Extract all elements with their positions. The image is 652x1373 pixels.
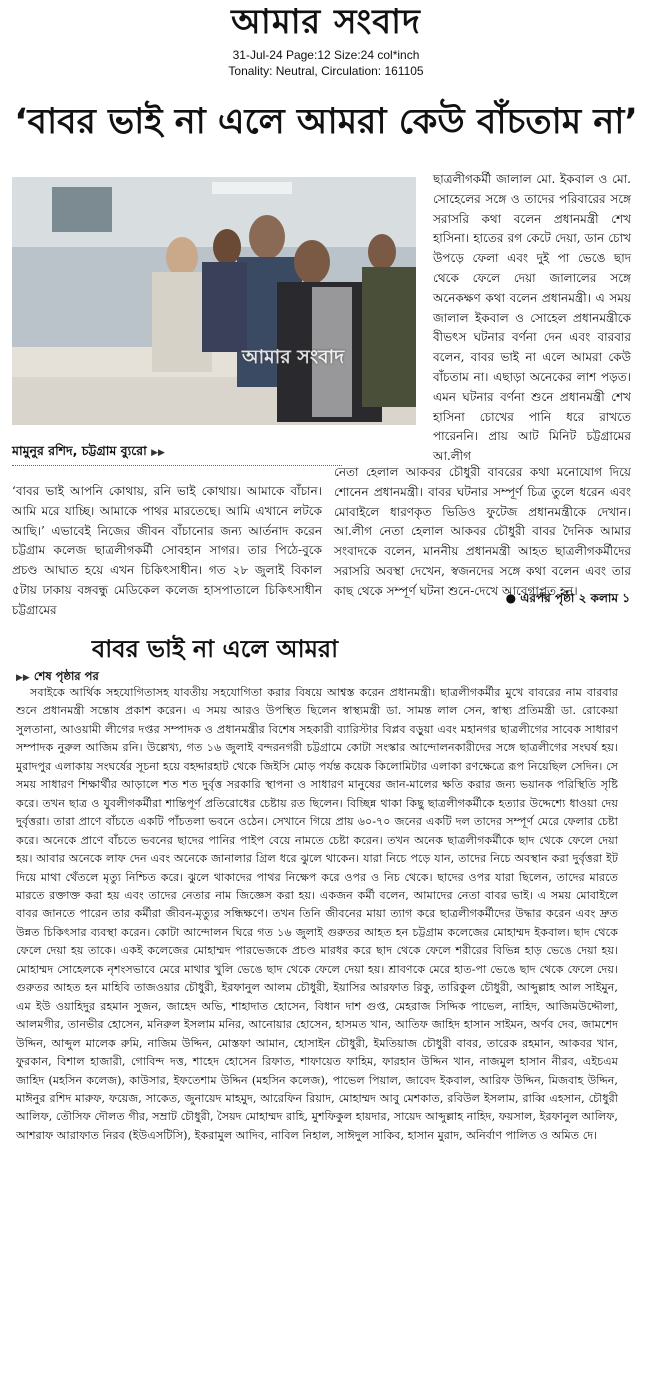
continuation-headline: বাবর ভাই না এলে আমরা [91, 635, 339, 663]
byline-text: মামুনুর রশিদ, চট্টগ্রাম ব্যুরো [12, 443, 147, 458]
article-photo [12, 177, 416, 425]
lower-right-text: নেতা হেলাল আকবর চৌধুরী বাবরের কথা মনোযোগ দিয়ে শোনেন প্রধানমন্ত্রী। বাবর ঘটনার সম্পূর্ণ চিত্র তুলে ধরেন এবং মোবাইলে ধারণকৃত ভিডিও ফুটেজ প্রধানমন্ত্রীকে দেখান। আ.লীগ নেতা হেলাল আকবর চৌধুরী বাবর দৈনিক আমার সংবাদকে বলেন, মাননীয় প্রধানমন্ত্রী আহত ছাত্রলীগকর্মীদের সরাসরি অবস্থা দেখেন, স্বজনদের সঙ্গে কথা বলেন এবং তার কাছ থেকে সম্পূর্ণ ঘটনা শুনে-দেখে আবেগাপ্লুত হন। [334, 465, 631, 598]
newspaper-masthead: আমার সংবাদ [231, 2, 421, 42]
article-right-column [433, 170, 631, 464]
subhead-arrow-icon: ▶▶ [16, 673, 30, 683]
article-left-column [12, 482, 322, 617]
continuation-body [16, 684, 618, 1145]
continued-marker: ● এরপর পৃষ্ঠা ২ কলাম ১ [505, 591, 630, 605]
left-column-text: ‘বাবর ভাই আপনি কোথায়, রনি ভাই কোথায়। আমাকে বাঁচান। আমি মরে যাচ্ছি। আমাকে পাথর মারতেছে। আমি এখানে লটকে আছি।’ এভাবেই নিজের জীবন বাঁচানোর জন্য আর্তনাদ করেন চট্টগ্রাম কলেজ ছাত্রলীগকর্মী সোবহান সাগর। তার পিঠে-বুকে প্রচণ্ড আঘাত হয়ে এখন চিকিৎসাধীন। গত ২৮ জুলাই বিকাল ৫টায় ঢাকায় বঙ্গবন্ধু মেডিকেল কলেজ হাসপাতালে চিকিৎসাধীন চট্টগ্রামের [12, 484, 322, 617]
continuation-body-text: সবাইকে আর্থিক সহযোগিতাসহ যাবতীয় সহযোগিতা করার বিষয়ে আশ্বস্ত করেন প্রধানমন্ত্রী। ছাত্রলীগকর্মীর মুখে বাবরের নাম বারবার শুনে প্রধানমন্ত্রী সন্তোষ প্রকাশ করেন। এ সময় আরও উপস্থিত ছিলেন স্বাস্থ্যমন্ত্রী ডা. সামন্ত লাল সেন, স্বাস্থ্য প্রতিমন্ত্রী ডা. রোকেয়া সুলতানা, আওয়ামী লীগের দপ্তর সম্পাদক ও প্রধানমন্ত্রীর বিশেষ সহকারী ব্যারিস্টার বিপ্লব বড়ুয়া এবং মহানগর ছাত্রলীগের সাবেক সাধারণ সম্পাদক নুরুল আজিম রনি। উল্লেখ্য, গত ১৬ জুলাই বন্দরনগরী চট্টগ্রামে কোটা সংস্কার আন্দোলনকারীদের সঙ্গে ছাত্রলীগের সংঘর্ষ হয়। মুরাদপুর এলাকায় সংঘর্ষের সূচনা হয়ে বহদ্দারহাট থেকে জিইসি মোড় পর্যন্ত কয়েক কিলোমিটার এলাকা রণক্ষেত্রে রূপ নিয়েছিল সেদিন। সে সময় সাধারণ শিক্ষার্থীর আড়ালে শত শত দুর্বৃত্ত সরকারি স্থাপনা ও সাধারণ মানুষের জান-মালের ক্ষতি করার জন্য ভয়ানক পরিস্থিতি সৃষ্টি করে। তখন ছাত্র ও যুবলীগকর্মীরা শান্তিপূর্ণ প্রতিরোধের চেষ্টায় রত ছিলেন। বিচ্ছিন্ন থাকা কিছু ছাত্রলীগকর্মীকে হত্যার উদ্দেশ্যে ধাওয়া দেয় দুর্বৃত্তরা। তারা প্রাণে বাঁচতে একটি পাঁচতলা ভবনে ওঠেন। সেখানে গিয়ে প্রায় ৬০-৭০ জনের একটি দল তাদের সম্পূর্ণ মেরে ফেলার চেষ্টা করে। অনেকে প্রাণে বাঁচতে ভবনের ছাদের পানির পাইপ বেয়ে নামতে চেষ্টা করেন। তখন অনেক ছাত্রলীগকর্মীকে ছাদ থেকে ফেলে দেয়া হয়। আবার অনেকে লাফ দেন এবং অনেকে জানালার গ্রিল ধরে ঝুলে থাকেন। যারা নিচে পড়ে যান, তাদের নিচে অবস্থান করা দুর্বৃত্তরা ইট দিয়ে মাথা থেঁতলে মৃত্যু নিশ্চিত করে। ঝুলে থাকাদের পাথর নিক্ষেপ করে ওপর ও নিচ থেকে। ছাদের ওপর যারা ছিলেন, তাদের মারতে মারতে রক্তাক্ত করা হয় এবং তাদের নেতার নাম জিজ্ঞেস করা হয়। একজন কর্মী বলেন, আমাদের নেতা বাবর ভাই। এ সময় মোবাইলে বাবর জানতে পারেন তার কর্মীরা জীবন-মৃত্যুর সন্ধিক্ষণে। তখন তিনি জীবনের মায়া ত্যাগ করে ছাত্রলীগকর্মীদের উদ্ধার করেন এবং দ্রুত উন্নত চিকিৎসার ব্যবস্থা করেন। কোটা আন্দোলন ঘিরে গত ১৬ জুলাই গুরুতর আহত হন চট্টগ্রাম কলেজের মোহাম্মদ ইকবাল। ছাদ থেকে ফেলে দেয়া হয় তাকে। একই কলেজের মোহাম্মদ পারভেজকে প্রচণ্ড মারধর করে ছাদ থেকে ফেলে শরীরের বিভিন্ন হাড় ভেঙে দেয়া হয়। মোহাম্মদ সোহেলকে নৃশংসভাবে মেরে মাথার খুলি ভেঙে ছাদ থেকে ফেলে দেয়া হয়। শ্রাবণকে মেরে হাত-পা ভেঙে ছাদ থেকে ফেলে দেয়। গুরুতর আহত হন মাহিবি তাজওয়ার চৌধুরী, ইরফানুল আলম চৌধুরী, ইয়াসির আরফাত রিকু, তারিকুল চৌধুরী, আব্দুল্লাহ আল সাইমুন, এম ইউ ওয়াহিদুর রহমান সুজন, জাহেদ অভি, শাহাদাত হোসেন, বিধান দাশ গুপ্ত, মেহরাজ সিদ্দিক পাভেল, নাহিদ, আজিমউদ্দৌলা, আলমগীর, তানভীর হোসেন, মনিরুল ইসলাম মনির, আনোয়ার হোসেন, হাসমত খান, আতিফ জাহিদ হাসান সাইমন, অর্ণব দেব, জামশেদ উদ্দিন, আব্দুল মালেক রুমি, নাজিম উদ্দিন, মোস্তফা আমান, হোসাইন চৌধুরী, ইমতিয়াজ চৌধুরী বাবর, তারেক রহমান, আকবর খান, ফুরকান, বিশাল হাজারী, গোবিন্দ দত্ত, শাহেদ হোসেন রিফাত, শাফায়েত ফাহিম, ফারহান উদ্দিন খান, নাজমুল হাসান নীরব, এইচএম জাহিদ (মহসিন কলেজ), কাউসার, ইফতেশাম উদ্দিন (মহসিন কলেজ), পাভেল পিয়াল, জাবেদ ইকবাল, আরিফ উদ্দিন, মিজবাহ উদ্দিন, মাঈনুর রশিদ মারুফ, ফয়েজ, সাকেত, জুনায়েদ মাহমুদ, আরেফিন রিয়াদ, মোহাম্মদ আবু মেশকাত, রবিউল ইসলাম, রাব্বি এহসান, চৌধুরী আলিফ, তৌসিফ দৌলত গীর, সম্রাট চৌধুরী, সৈয়দ মোহাম্মদ রাহি, মুশফিকুল হায়দার, সায়েদ আব্দুল্লাহ নাহিদ, ফয়সাল, ইরফানুল আলিফ, আশরাফ আরাফাত নিরব (ইউএসটিসি), ইকরামুল আদিব, নাবিল নিহাল, সাঈদুল সাকিব, হাসান মুরাদ, অনির্বাণ পালিত ও অমিত দে। [16, 686, 618, 1142]
hospital-scene-illustration [12, 177, 416, 425]
clip-meta-tonality: Tonality: Neutral, Circulation: 161105 [228, 64, 424, 78]
clip-meta-date-page: 31-Jul-24 Page:12 Size:24 col*inch [232, 48, 420, 62]
photo-watermark: আমার সংবাদ [242, 346, 345, 368]
byline-arrow-icon: ▶▶ [151, 448, 165, 458]
article-headline: ‘বাবর ভাই না এলে আমরা কেউ বাঁচতাম না’ [14, 102, 638, 142]
article-byline [12, 441, 342, 466]
right-column-text: ছাত্রলীগকর্মী জালাল মো. ইকবাল ও মো. সোহেলের সঙ্গে ও তাদের পরিবারের সঙ্গে সরাসরি কথা বলেন প্রধানমন্ত্রী শেখ হাসিনা। হাতের রগ কেটে দেয়া, ডান চোখ উপড়ে ফেলা এবং দুই পা ভেঙে ছাদ থেকে ফেলে দেয়া জালালের সঙ্গে অনেকক্ষণ কথা বলেন প্রধানমন্ত্রী। এ সময় জালাল ইকবাল ও সোহেল প্রধানমন্ত্রীকে বীভৎস ঘটনার বর্ণনা দেন এবং বারবার বলেন, বাবর ভাই না এলে আমরা কেউ বাঁচতাম না। এছাড়া অনেকের লাশ পড়ত। এমন ঘটনার বর্ণনা শুনে প্রধানমন্ত্রী শেখ হাসিনা চোখের পানি ধরে রাখতে পারেননি। প্রায় আট মিনিট চট্টগ্রামের আ.লীগ [433, 172, 631, 464]
subhead-text: শেষ পৃষ্ঠার পর [33, 669, 99, 683]
